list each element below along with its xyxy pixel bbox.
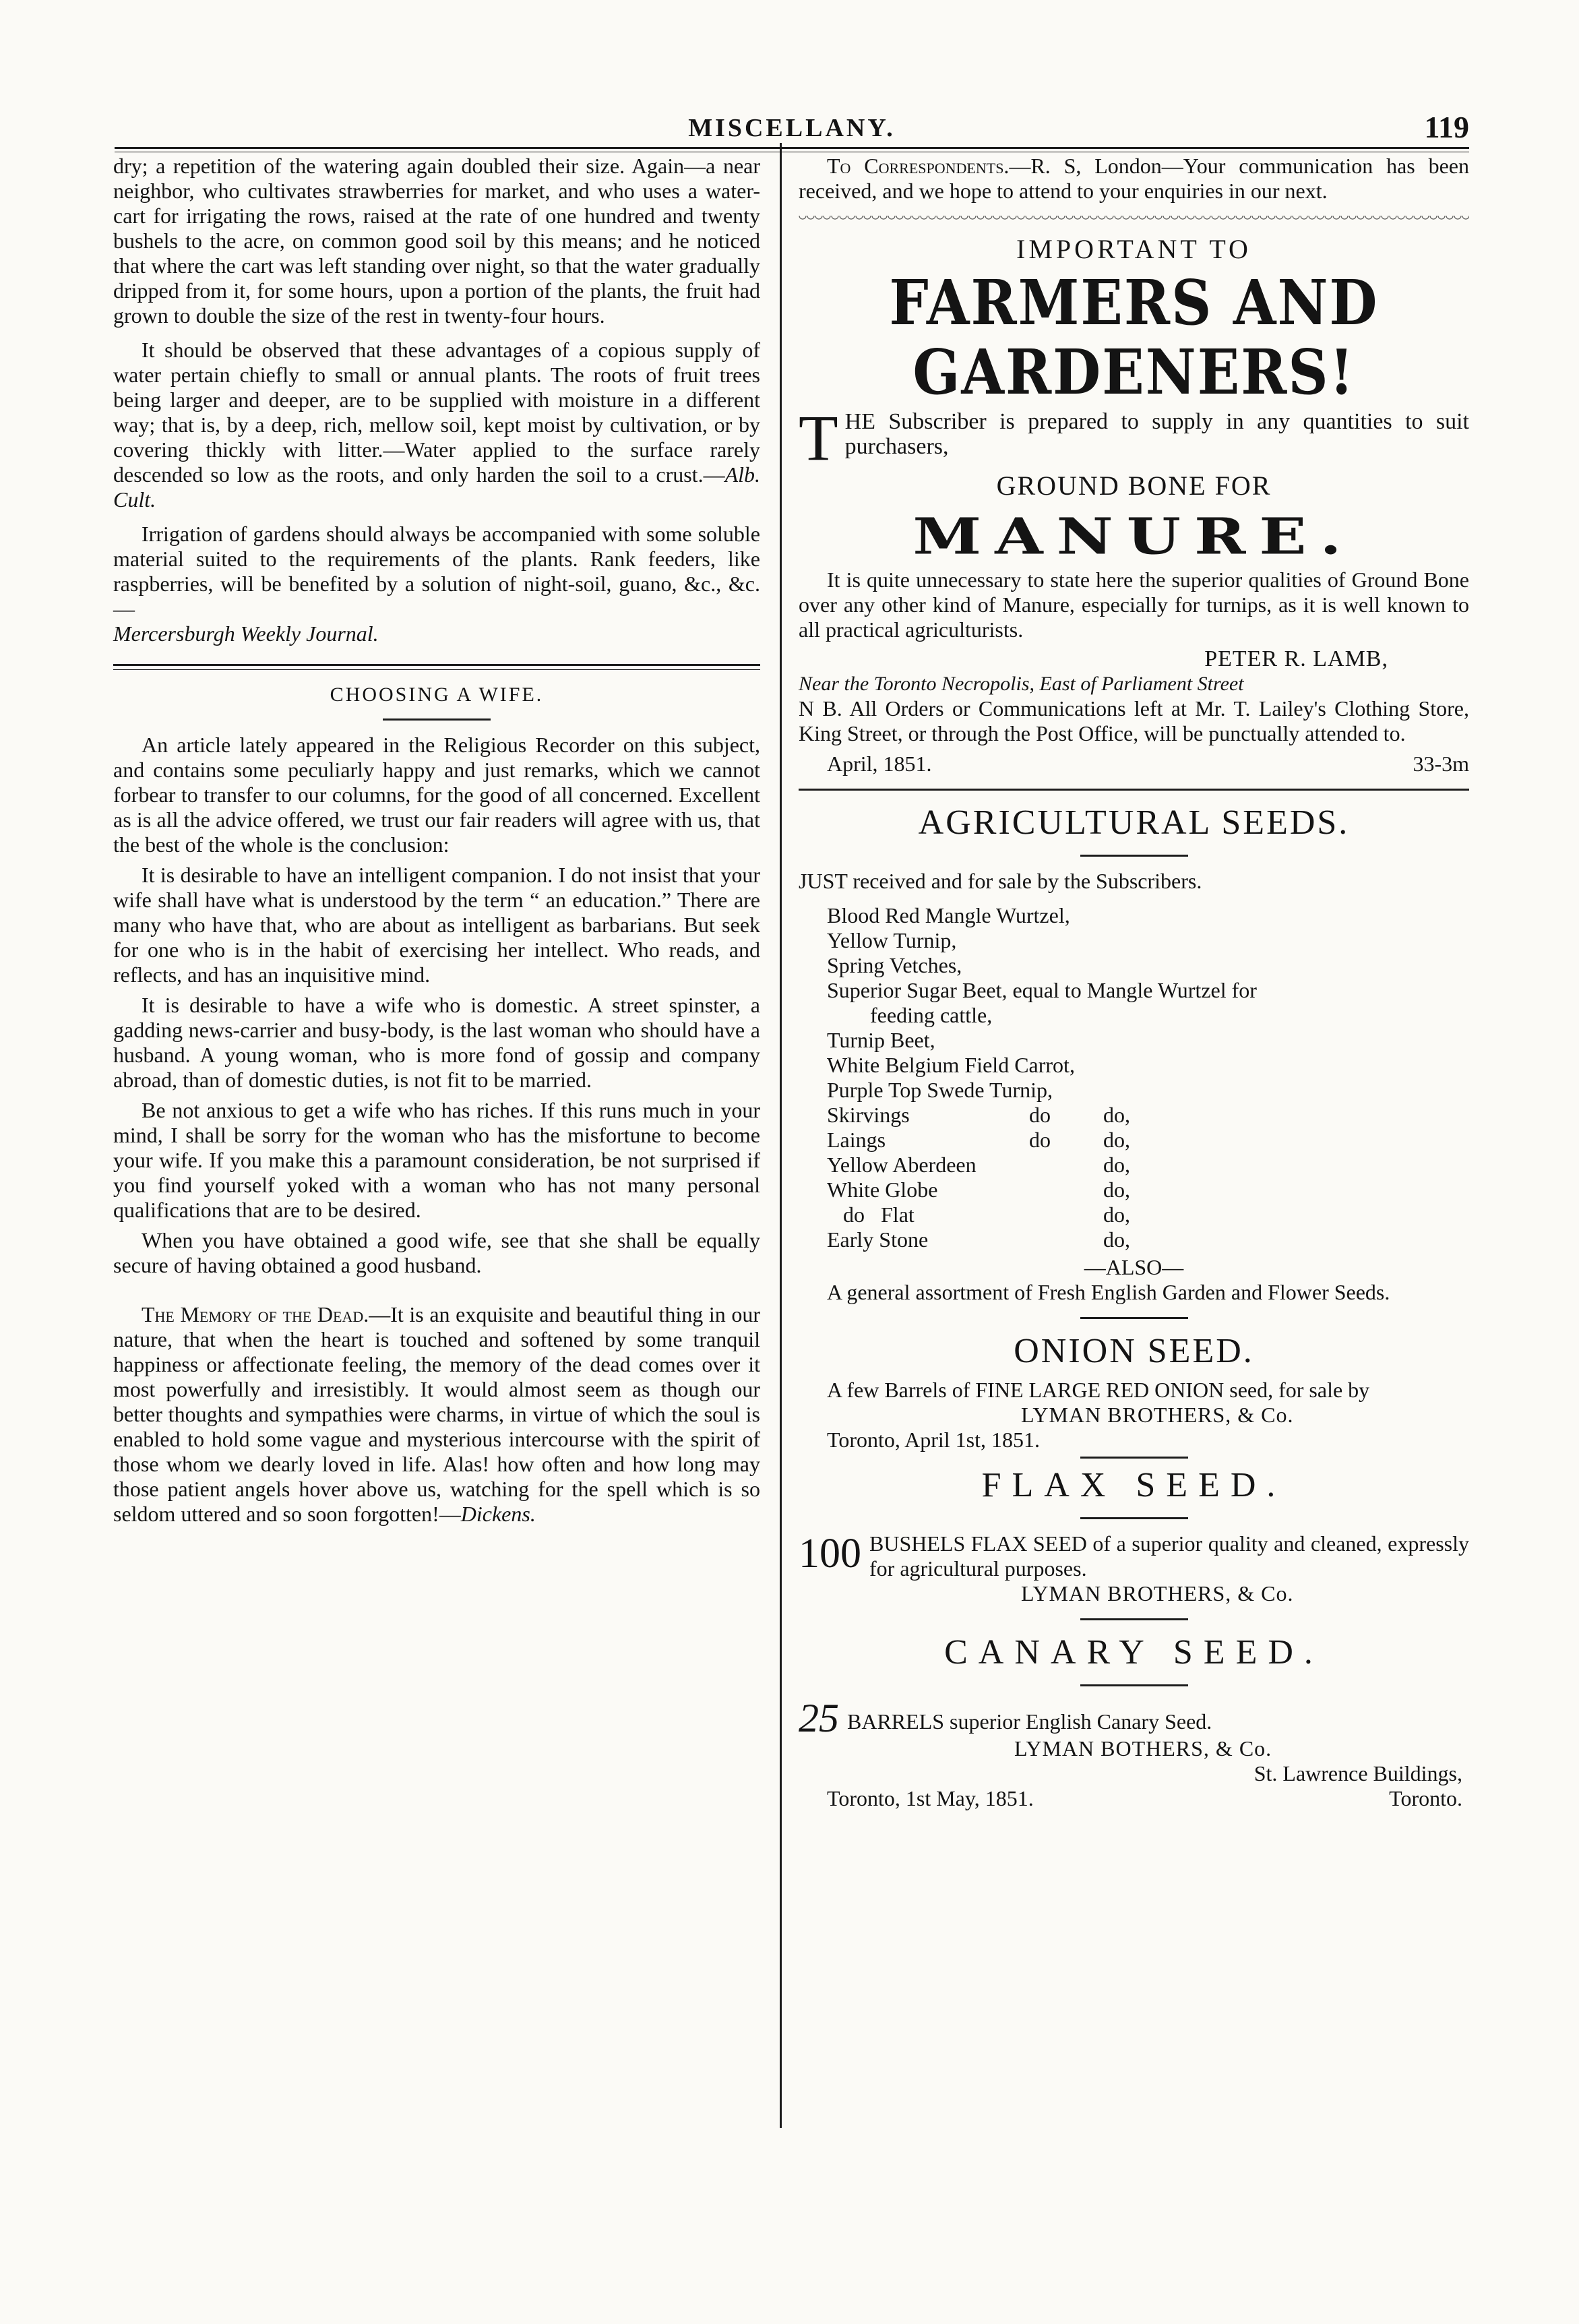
ground-bone-heading: GROUND BONE FOR bbox=[996, 470, 1272, 501]
seed-ditto-2: do, bbox=[1103, 1202, 1130, 1227]
seed-item bbox=[799, 1153, 1469, 1178]
memory-of-dead-paragraph bbox=[113, 1302, 760, 1527]
seed-list bbox=[799, 903, 1469, 1252]
manure-text: It is quite unnecessary to state here the superior qualities of Ground Bone over any other kind of Manure, especially for turnips, as it is well known to all practical agriculturists. bbox=[799, 568, 1469, 642]
flax-block bbox=[799, 1531, 1469, 1581]
seed-item bbox=[799, 1053, 1469, 1078]
also-text: A general assortment of Fresh English Garden and Flower Seeds. bbox=[827, 1280, 1390, 1304]
onion-text: A few Barrels of FINE LARGE RED ONION seed, for sale by bbox=[827, 1378, 1370, 1402]
seed-item bbox=[799, 1202, 1469, 1227]
source-alb-cult: Alb. Cult. bbox=[113, 462, 760, 512]
wife-paragraph-2: It is desirable to have an intelligent companion. I do not insist that your wife shall have what is understood by the term “ an education.” There are many who have that, who are about as intelligent as barbarians. But seek for one who is in the habit of exercising her intellect. Who reads, and reflects, and has an inquisitive mind. bbox=[113, 863, 760, 987]
wife-paragraph-1: An article lately appeared in the Religious Recorder on this subject, and contains some peculiarly happy and just remarks, which we cannot forbear to transfer to our columns, for the good of all concerned. Excellent as is all the advice offered, we trust our fair readers will agree with us, that the best of the whole is the conclusion: bbox=[113, 733, 760, 857]
seed-name: feeding cattle, bbox=[827, 1003, 993, 1027]
seed-name: Superior Sugar Beet, equal to Mangle Wurtzel for bbox=[827, 978, 1257, 1002]
just-received: JUST received and for sale by the Subscribers. bbox=[799, 869, 1202, 893]
seed-item bbox=[799, 978, 1469, 1003]
seed-ditto-1: do bbox=[1029, 1103, 1051, 1127]
irrigation-paragraph-2-text: It should be observed that these advantages of a copious supply of water pertain chiefly to small or annual plants. The roots of fruit trees being larger and deeper, are to be supplied with moisture in a different way; that is, by a deep, rich, mellow soil, kept moist by cultivation, or by covering thickly with litter.—Water applied to the surface rarely descended so low as the roots, and only harden the soil to a crust.— bbox=[113, 338, 760, 487]
peter-lamb: PETER R. LAMB, bbox=[1204, 646, 1388, 671]
lyman-bothers-3: LYMAN BOTHERS, & Co. bbox=[1014, 1736, 1272, 1761]
subscriber-text: HE Subscriber is prepared to supply in any quantities to suit purchasers, bbox=[844, 409, 1469, 459]
toronto-may: Toronto, 1st May, 1851. bbox=[827, 1786, 1034, 1810]
correspondents-label: To Correspondents. bbox=[827, 154, 1010, 178]
seed-name: Yellow Turnip, bbox=[827, 928, 957, 952]
flax-text: BUSHELS FLAX SEED of a superior quality and cleaned, expressly for agricultural purposes. bbox=[869, 1531, 1469, 1581]
correspondents-notice bbox=[799, 154, 1469, 204]
flax-seed-heading: FLAX SEED. bbox=[981, 1466, 1287, 1504]
page-number: 119 bbox=[1424, 110, 1469, 144]
page-header bbox=[115, 110, 1469, 147]
seed-name: Skirvings bbox=[827, 1103, 910, 1127]
agricultural-seeds-heading: AGRICULTURAL SEEDS. bbox=[918, 803, 1350, 842]
april-date: April, 1851. bbox=[827, 752, 932, 776]
seed-name: Turnip Beet, bbox=[827, 1028, 935, 1052]
ad-code: 33-3m bbox=[1413, 752, 1469, 776]
irrigation-paragraph-3 bbox=[113, 522, 760, 646]
seed-item bbox=[799, 1028, 1469, 1053]
running-title: MISCELLANY. bbox=[688, 114, 896, 142]
wife-paragraph-5: When you have obtained a good wife, see that she shall be equally secure of having obtained a good husband. bbox=[113, 1228, 760, 1277]
seed-ditto-2: do, bbox=[1103, 1153, 1130, 1177]
heading-rule bbox=[1080, 1517, 1188, 1519]
toronto-april: Toronto, April 1st, 1851. bbox=[827, 1428, 1040, 1452]
seed-name: do Flat bbox=[827, 1202, 915, 1227]
st-lawrence-buildings: St. Lawrence Buildings, bbox=[1253, 1761, 1462, 1785]
heading-rule bbox=[1080, 1684, 1188, 1686]
source-mercersburgh: Mercersburgh Weekly Journal. bbox=[113, 621, 379, 646]
nb-notice: N B. All Orders or Communications left at Mr. T. Lailey's Clothing Store, King Street, or through the Post Office, will be punctually attended to. bbox=[799, 696, 1469, 745]
toronto-word: Toronto. bbox=[1389, 1786, 1462, 1810]
lyman-brothers-1: LYMAN BROTHERS, & Co. bbox=[1021, 1403, 1294, 1427]
seed-name: Laings bbox=[827, 1128, 886, 1152]
correspondents-text: —R. S, London—Your communication has been received, and we hope to attend to your enquiries in our next. bbox=[799, 154, 1470, 203]
irrigation-paragraph-3-text: Irrigation of gardens should always be accompanied with some soluble material suited to the requirements of the plants. Rank feeders, like raspberries, will be benefited by a solution of night-soil, guano, &c., &c.— bbox=[113, 522, 760, 621]
left-column bbox=[113, 154, 760, 1527]
heading-rule bbox=[383, 718, 491, 721]
heading-rule bbox=[1080, 1457, 1188, 1459]
column-divider bbox=[780, 143, 782, 2128]
ad-date-row bbox=[799, 752, 1469, 776]
section-divider bbox=[113, 664, 760, 670]
heading-rule bbox=[1080, 1317, 1188, 1319]
irrigation-paragraph-2 bbox=[113, 338, 760, 512]
seed-ditto-2: do, bbox=[1103, 1178, 1130, 1202]
seed-item bbox=[799, 953, 1469, 978]
seed-name: Spring Vetches, bbox=[827, 953, 962, 977]
seed-item bbox=[799, 1178, 1469, 1202]
header-rule bbox=[115, 147, 1469, 149]
heading-rule bbox=[1080, 855, 1188, 857]
section-heading-choosing-wife: CHOOSING A WIFE. bbox=[330, 683, 544, 706]
canary-quantity: 25 bbox=[799, 1696, 839, 1740]
onion-seed-heading: ONION SEED. bbox=[1014, 1332, 1254, 1370]
wife-paragraph-3: It is desirable to have a wife who is domestic. A street spinster, a gadding news-carrier and busy-body, is the last woman who should have a husband. A young woman, who is more fond of gossip and company abroad, than of domestic duties, is not fit to be married. bbox=[113, 993, 760, 1092]
canary-block bbox=[799, 1696, 1469, 1740]
subscriber-block bbox=[799, 402, 1469, 474]
seed-item bbox=[799, 1227, 1469, 1252]
source-dickens: Dickens. bbox=[460, 1502, 536, 1526]
seed-item bbox=[799, 1103, 1469, 1128]
ad-divider-1 bbox=[799, 789, 1469, 791]
canary-seed-heading: CANARY SEED. bbox=[944, 1633, 1324, 1672]
ornamental-divider bbox=[799, 216, 1469, 225]
memory-text: —It is an exquisite and beautiful thing in our nature, that when the heart is touched and softened by some tranquil happiness or affectionate feeling, the memory of the dead comes over it most powerfully and irresistibly. It would almost seem as though our better thoughts and sympathies were charms, in virtue of which the soul is enabled to hold some vague and mysterious intercourse with the spirit of those whom we dearly loved in life. Alas! how often and how long may those patient angels hover above us, watching for the spell which is so seldom uttered and so soon forgotten!— bbox=[113, 1302, 760, 1526]
final-date-row bbox=[799, 1786, 1469, 1811]
seed-name: White Globe bbox=[827, 1178, 938, 1202]
flax-quantity: 100 bbox=[799, 1531, 861, 1577]
memory-title: The Memory of the Dead. bbox=[142, 1302, 369, 1326]
seed-item bbox=[799, 1078, 1469, 1103]
seed-item bbox=[799, 928, 1469, 953]
seed-ditto-2: do, bbox=[1103, 1227, 1130, 1252]
irrigation-paragraph-1: dry; a repetition of the watering again doubled their size. Again—a near neighbor, who cultivates strawberries for market, and who uses a water-cart for irrigating the rows, raised at the rate of one hundred and twenty bushels to the acre, on common good soil by this means; and he noticed that where the cart was left standing over night, so that the water gradually dripped from it, for some hours, upon a portion of the plants, the fruit had grown to double the size of the rest in twenty-four hours. bbox=[113, 154, 760, 328]
seed-item bbox=[799, 1003, 1469, 1028]
also-label: —ALSO— bbox=[1084, 1255, 1184, 1279]
canary-text: BARRELS superior English Canary Seed. bbox=[847, 1709, 1212, 1734]
seed-item bbox=[799, 903, 1469, 928]
seed-name: Yellow Aberdeen bbox=[827, 1153, 977, 1177]
seed-name: Purple Top Swede Turnip, bbox=[827, 1078, 1053, 1102]
ad-important-to: IMPORTANT TO bbox=[1016, 234, 1251, 264]
right-column bbox=[799, 154, 1469, 1811]
drop-cap: T bbox=[799, 402, 838, 474]
peter-address: Near the Toronto Necropolis, East of Parliament Street bbox=[799, 673, 1244, 695]
heading-rule bbox=[1080, 1618, 1188, 1620]
seed-item bbox=[799, 1128, 1469, 1153]
wife-paragraph-4: Be not anxious to get a wife who has riches. If this runs much in your mind, I shall be sorry for the woman who has the misfortune to become your wife. If you make this a paramount consideration, be not surprised if you find yourself yoked with a woman who has not many personal qualifications that are to be desired. bbox=[113, 1098, 760, 1222]
seed-ditto-2: do, bbox=[1103, 1103, 1130, 1127]
lyman-brothers-2: LYMAN BROTHERS, & Co. bbox=[1021, 1581, 1294, 1606]
ad-farmers-headline: FARMERS AND GARDENERS! bbox=[889, 266, 1379, 409]
seed-name: Early Stone bbox=[827, 1227, 929, 1252]
seed-ditto-1: do bbox=[1029, 1128, 1051, 1152]
manure-headline: MANURE. bbox=[912, 507, 1355, 566]
seed-name: Blood Red Mangle Wurtzel, bbox=[827, 903, 1070, 927]
seed-name: White Belgium Field Carrot, bbox=[827, 1053, 1075, 1077]
seed-ditto-2: do, bbox=[1103, 1128, 1130, 1152]
